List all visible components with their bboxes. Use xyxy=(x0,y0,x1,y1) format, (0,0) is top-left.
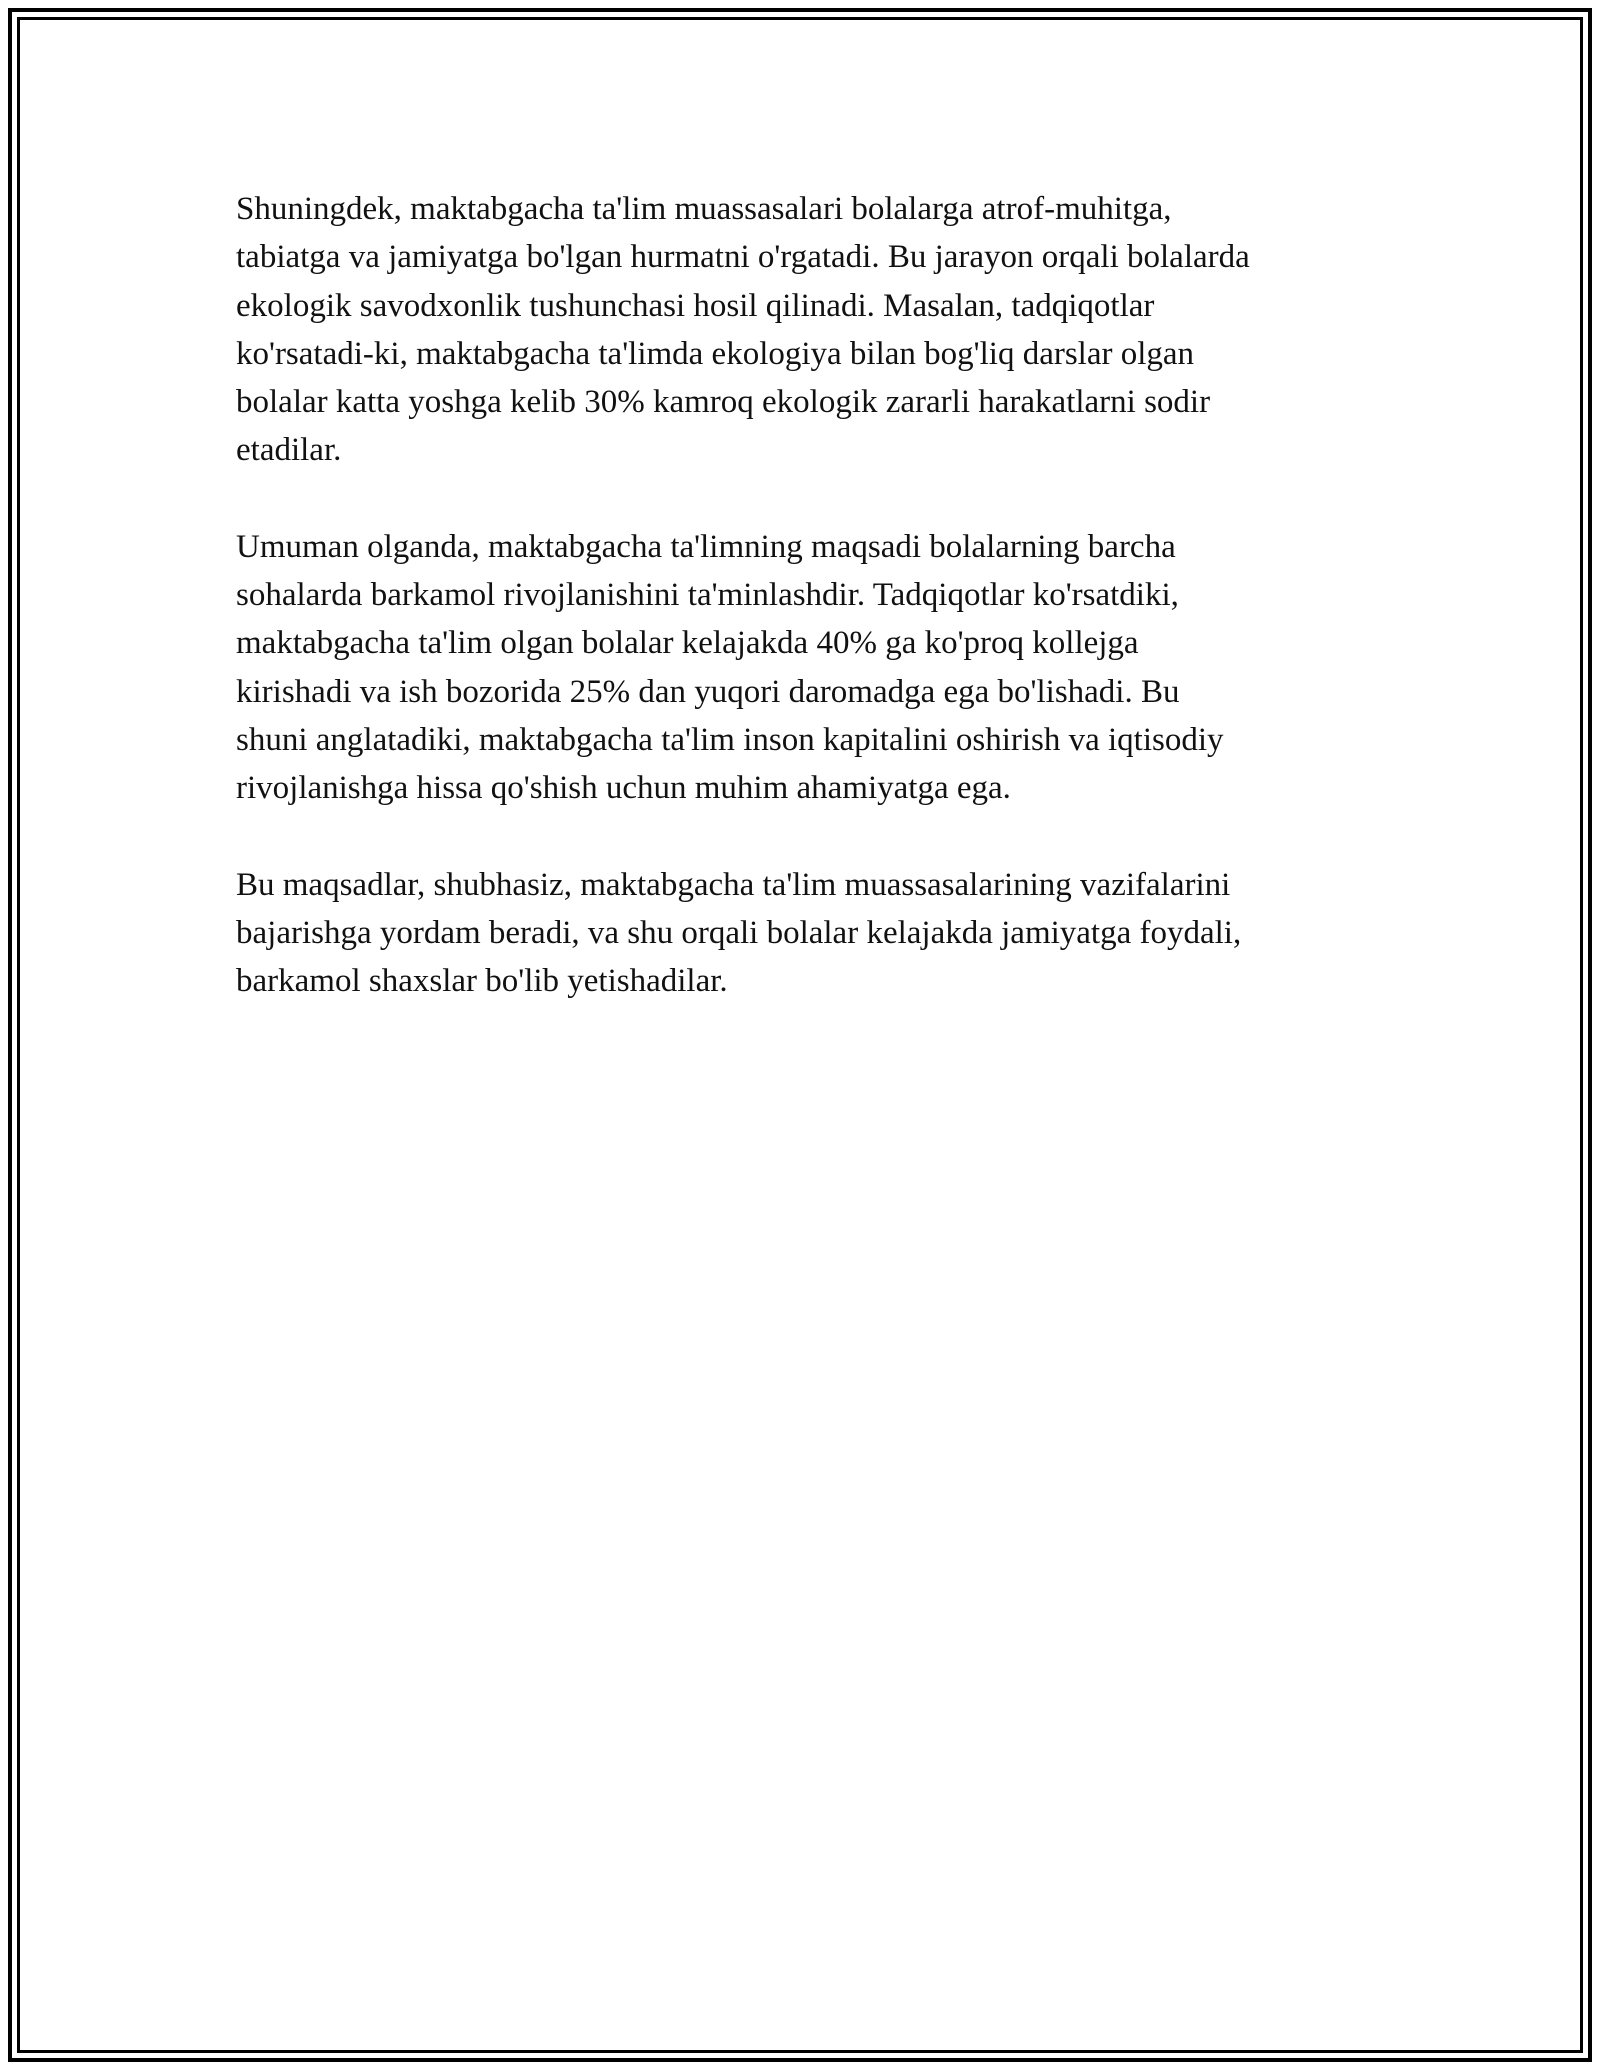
paragraph-line: barkamol shaxslar bo'lib yetishadilar. xyxy=(236,963,728,1000)
paragraph-line: kirishadi va ish bozorida 25% dan yuqori daromadga ega bo'lishadi. Bu xyxy=(236,673,1180,710)
paragraph-line: ekologik savodxonlik tushunchasi hosil qilinadi. Masalan, tadqiqotlar xyxy=(236,287,1155,324)
paragraph-1 xyxy=(236,185,1396,475)
paragraph-line: bajarishga yordam beradi, va shu orqali bolalar kelajakda jamiyatga foydali, xyxy=(236,914,1242,951)
paragraph-line: sohalarda barkamol rivojlanishini ta'minlashdir. Tadqiqotlar ko'rsatdiki, xyxy=(236,577,1179,614)
paragraph-2 xyxy=(236,523,1396,813)
paragraph-line: bolalar katta yoshga kelib 30% kamroq ekologik zararli harakatlarni sodir xyxy=(236,384,1211,421)
paragraph-line: Shuningdek, maktabgacha ta'lim muassasalari bolalarga atrof-muhitga, xyxy=(236,191,1172,227)
document-body xyxy=(236,185,1396,1053)
paragraph-line: etadilar. xyxy=(236,432,342,469)
paragraph-3 xyxy=(236,861,1396,1006)
paragraph-line: ko'rsatadi-ki, maktabgacha ta'limda ekologiya bilan bog'liq darslar olgan xyxy=(236,335,1195,372)
paragraph-line: Umuman olganda, maktabgacha ta'limning maqsadi bolalarning barcha xyxy=(236,528,1176,565)
paragraph-line: maktabgacha ta'lim olgan bolalar kelajakda 40% ga ko'proq kollejga xyxy=(236,625,1139,662)
paragraph-line: shuni anglatadiki, maktabgacha ta'lim inson kapitalini oshirish va iqtisodiy xyxy=(236,721,1224,758)
paragraph-line: rivojlanishga hissa qo'shish uchun muhim ahamiyatga ega. xyxy=(236,770,1011,807)
paragraph-line: Bu maqsadlar, shubhasiz, maktabgacha ta'lim muassasalarining vazifalarini xyxy=(236,866,1231,903)
paragraph-line: tabiatga va jamiyatga bo'lgan hurmatni o'rgatadi. Bu jarayon orqali bolalarda xyxy=(236,239,1250,276)
